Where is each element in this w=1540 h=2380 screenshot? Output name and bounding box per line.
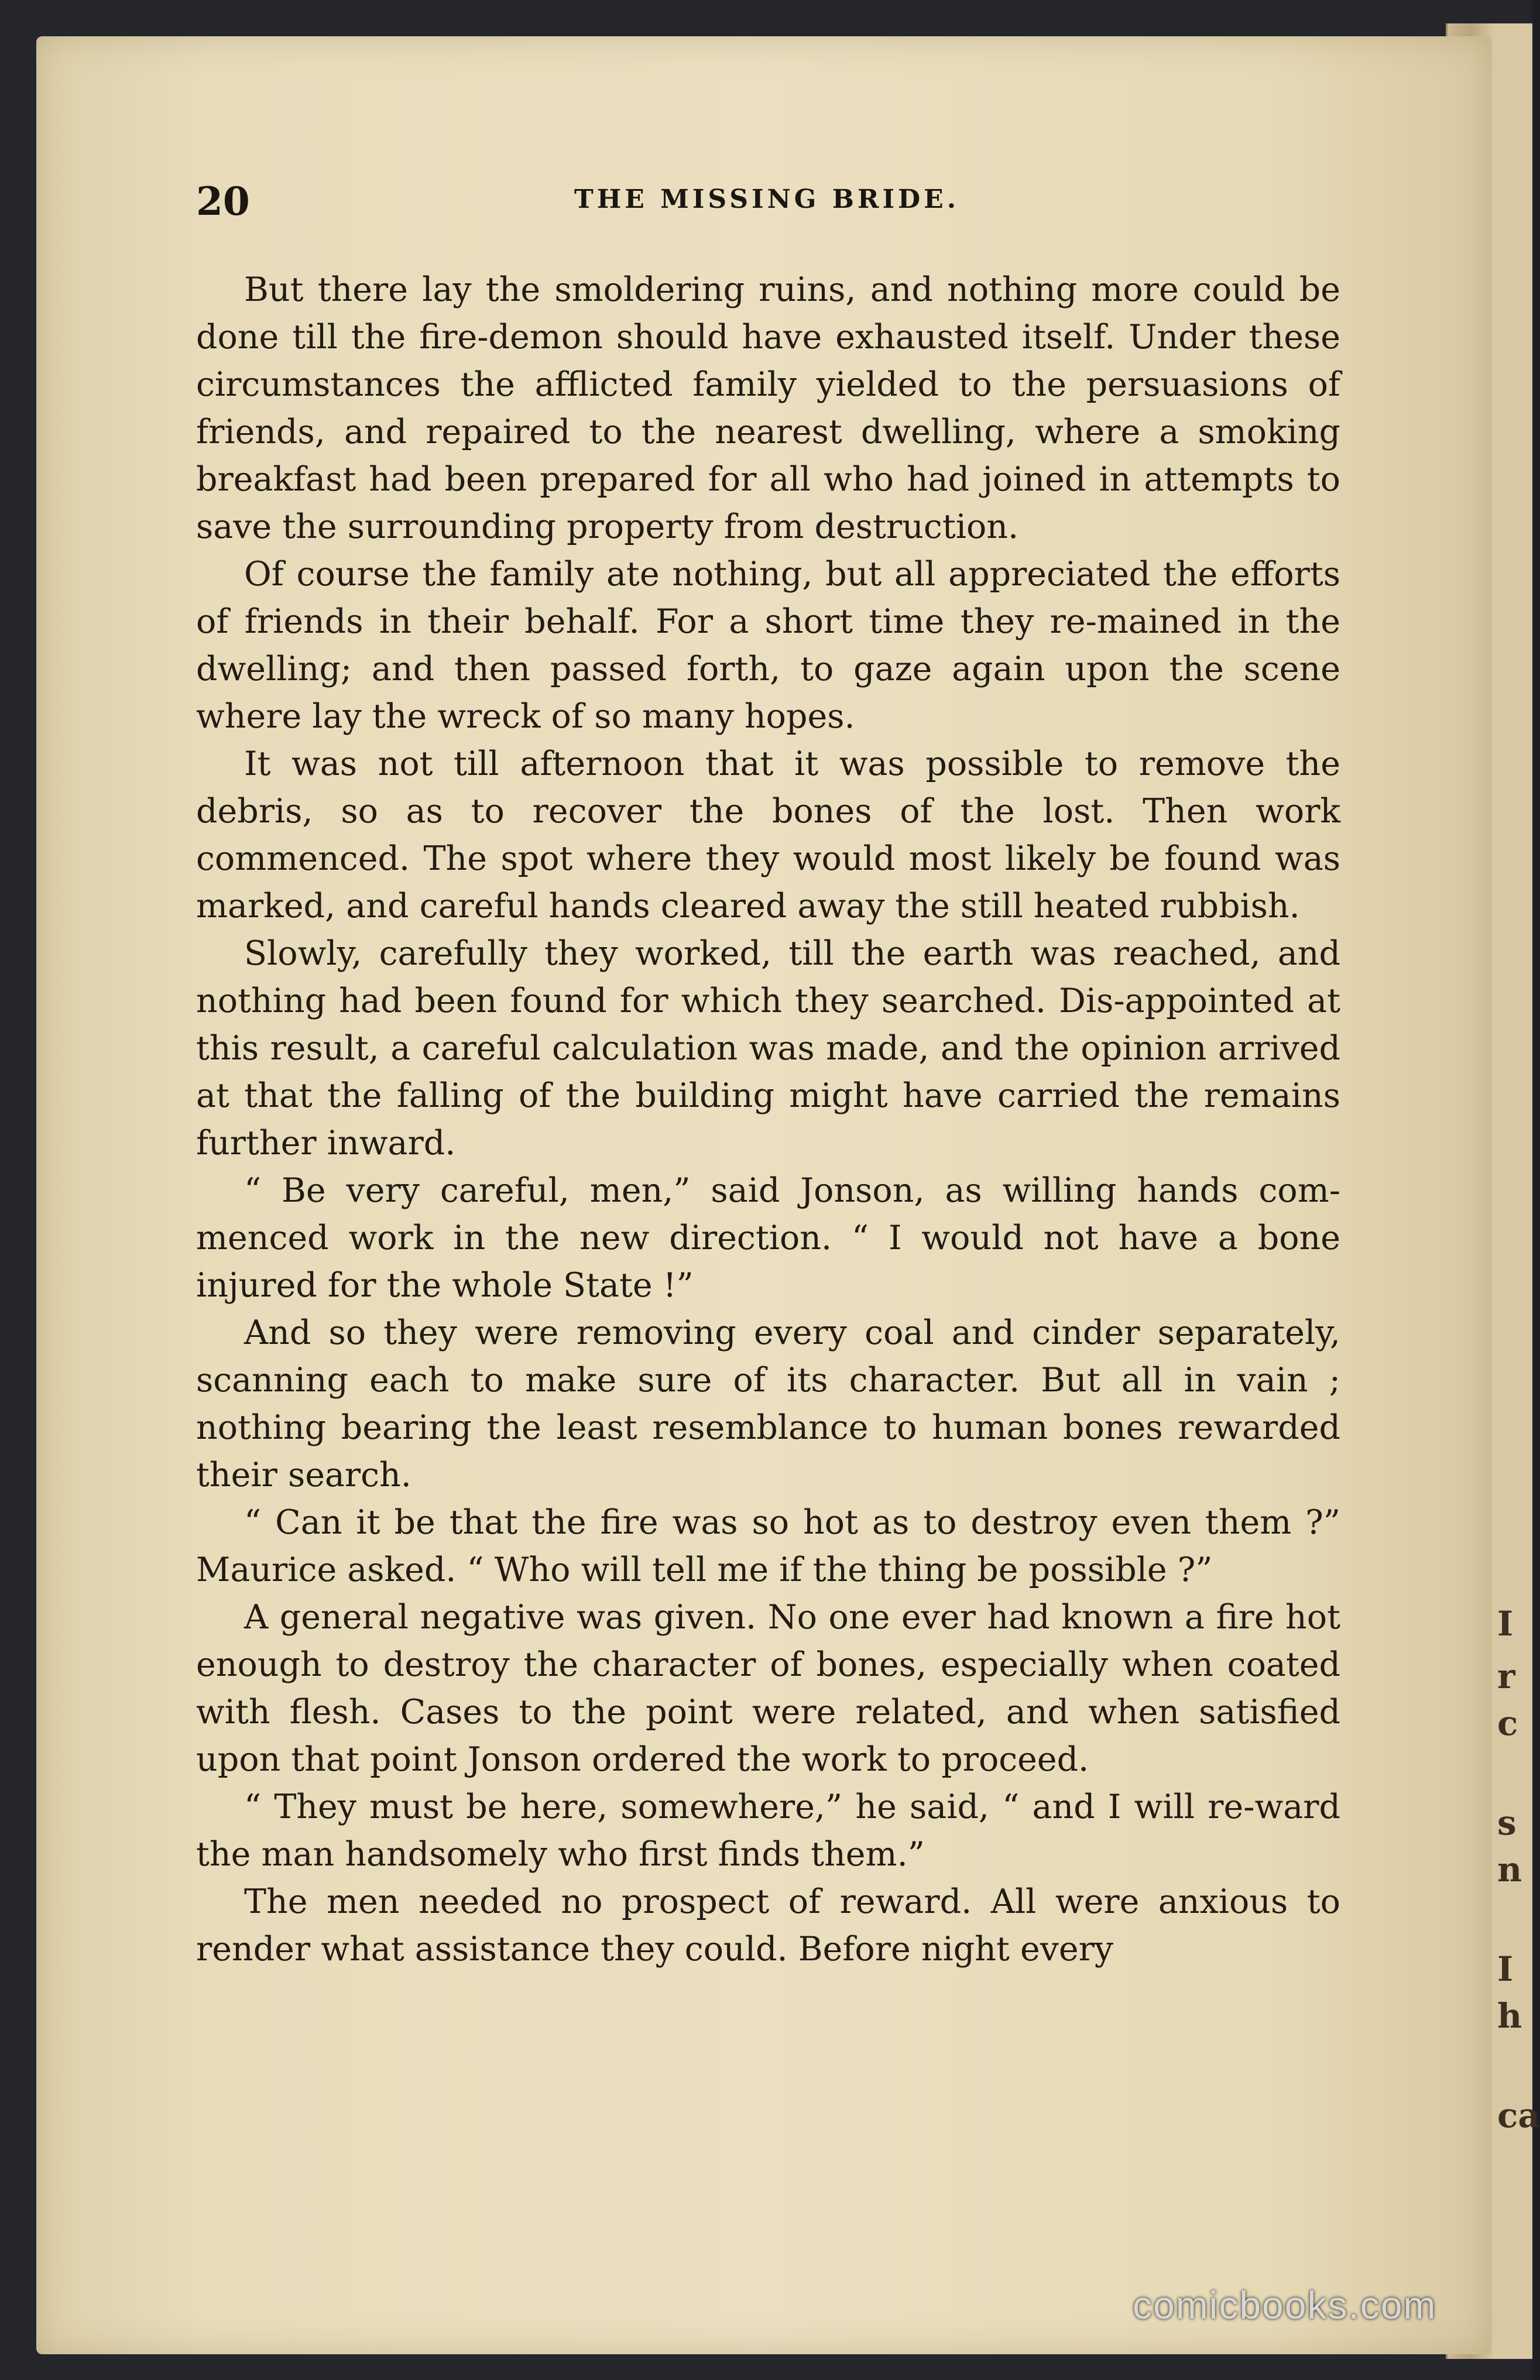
paragraph: “ They must be here, somewhere,” he said, “ and I will re-ward the man handsomely who first finds them.” [196, 1788, 1340, 1874]
adjacent-page-fragment: I [1497, 1604, 1514, 1644]
paragraph: But there lay the smoldering ruins, and nothing more could be done till the fire-demon should have exhausted itself. Under these circumstances the afflicted family yielded to the persuasions of friends, and repaired to the nearest dwelling, where a smoking breakfast had been prepared for all who had joined in attempts to save the surrounding property from destruction. [196, 270, 1340, 546]
paragraph: The men needed no prospect of reward. All were anxious to render what assistance they could. Before night every [196, 1882, 1340, 1969]
paragraph: “ Can it be that the fire was so hot as to destroy even them ?” Maurice asked. “ Who will tell me if the thing be possible ?” [196, 1503, 1340, 1589]
paragraph: “ Be very careful, men,” said Jonson, as willing hands com-menced work in the new direction. “ I would not have a bone injured for the whole State !” [196, 1171, 1340, 1305]
paragraph: Slowly, carefully they worked, till the earth was reached, and nothing had been found for which they searched. Dis-appointed at this result, a careful calculation was made, and the opinion arrived at that the falling of the building might have carried the remains further inward. [196, 934, 1340, 1162]
page-number: 20 [196, 179, 250, 224]
adjacent-page-fragment: n [1497, 1850, 1522, 1889]
paragraph: Of course the family ate nothing, but all appreciated the efforts of friends in their behalf. For a short time they re-mained in the dwelling; and then passed forth, to gaze again upon the scene where lay the wreck of so many hopes. [196, 555, 1340, 736]
paragraph: A general negative was given. No one ever had known a fire hot enough to destroy the character of bones, especially when coated with flesh. Cases to the point were related, and when satisfied upon that point Jonson ordered the work to proceed. [196, 1598, 1340, 1779]
paragraph: And so they were removing every coal and cinder separately, scanning each to make sure of its character. But all in vain ; nothing bearing the least resemblance to human bones rewarded their search. [196, 1314, 1340, 1494]
adjacent-page-fragment: s [1497, 1803, 1517, 1843]
adjacent-page-fragment: r [1497, 1657, 1515, 1696]
adjacent-page-fragment: h [1497, 1996, 1522, 2036]
watermark-text: comicbooks.com [1133, 2283, 1437, 2327]
adjacent-page-fragment: I [1497, 1949, 1514, 1989]
page-header [196, 179, 1337, 225]
running-title: THE MISSING BRIDE. [574, 184, 960, 214]
body-text [196, 266, 1340, 1973]
adjacent-page-edge [1491, 23, 1540, 2359]
adjacent-page-fragment: ca [1497, 2096, 1540, 2135]
adjacent-page-fragment: c [1497, 1703, 1518, 1743]
paragraph: It was not till afternoon that it was possible to remove the debris, so as to recover the bones of the lost. Then work commenced. The spot where they would most likely be found was marked, and careful hands cleared away the still heated rubbish. [196, 745, 1340, 925]
